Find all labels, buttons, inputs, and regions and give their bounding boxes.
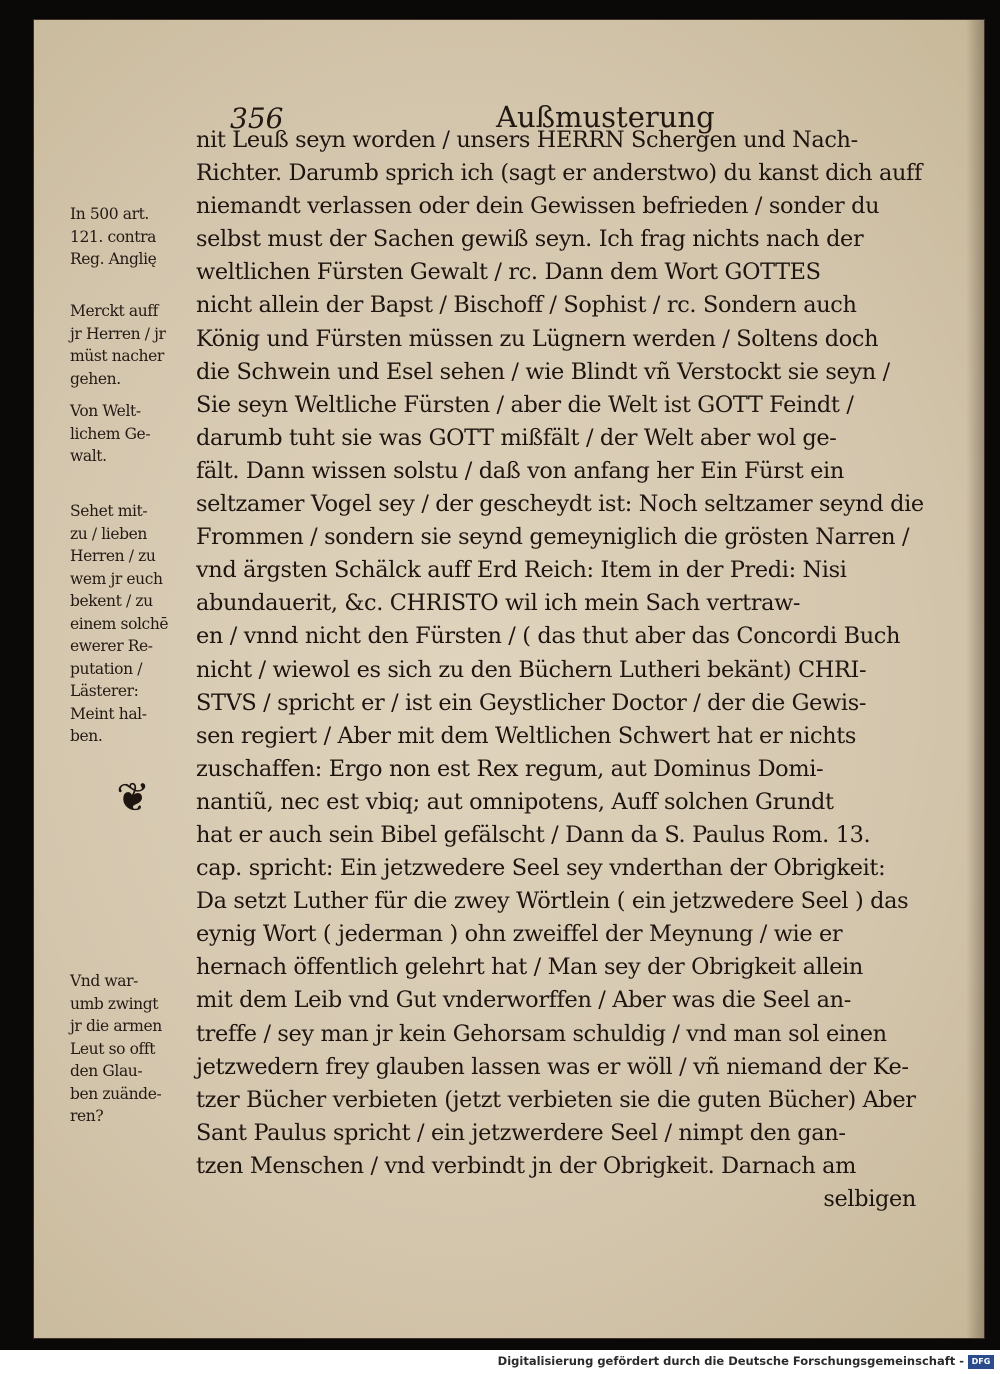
text-line: Da setzt Luther für die zwey Wörtlein ( ein jetzwedere Seel ) das: [196, 888, 909, 915]
margin-note-line: Herren / zu: [70, 547, 156, 565]
footer-bar: [0, 1350, 1000, 1374]
text-line: tzer Bücher verbieten (jetzt verbieten sie die guten Bücher) Aber: [196, 1086, 916, 1113]
margin-note: [70, 300, 198, 390]
margin-note-line: ewerer Re-: [70, 637, 153, 655]
margin-note-line: Lästerer:: [70, 682, 139, 700]
text-line: en / vnnd nicht den Fürsten / ( das thut aber das Concordi Buch: [196, 623, 901, 650]
text-line: fält. Dann wissen solstu / daß von anfang her Ein Fürst ein: [196, 457, 844, 484]
text-line: die Schwein und Esel sehen / wie Blindt vñ Verstockt sie seyn /: [196, 358, 890, 385]
dfg-logo: DFG: [968, 1355, 994, 1369]
margin-note-line: bekent / zu: [70, 592, 153, 610]
margin-note-line: ben.: [70, 727, 103, 745]
margin-note-line: ren?: [70, 1107, 104, 1125]
margin-note-line: gehen.: [70, 369, 121, 388]
text-line: Frommen / sondern sie seynd gemeyniglich die grösten Narren /: [196, 524, 910, 551]
text-line: hat er auch sein Bibel gefälscht / Dann da S. Paulus Rom. 13.: [196, 821, 871, 848]
text-line: tzen Menschen / vnd verbindt jn der Obrigkeit. Darnach am: [196, 1152, 857, 1179]
text-line: vnd ärgsten Schälck auff Erd Reich: Item in der Predi: Nisi: [196, 557, 847, 584]
text-line: Richter. Darumb sprich ich (sagt er anderstwo) du kanst dich auff: [196, 160, 922, 187]
margin-note-line: Sehet mit-: [70, 502, 148, 520]
main-text-block: [196, 124, 936, 1216]
catchword: selbigen: [823, 1186, 916, 1212]
page-edge-shadow: [966, 20, 984, 1338]
margin-note-line: Leut so offt: [70, 1039, 156, 1058]
text-line: weltlichen Fürsten Gewalt / rc. Dann dem Wort GOTTES: [196, 259, 821, 286]
text-line: nicht allein der Bapst / Bischoff / Sophist / rc. Sondern auch: [196, 292, 857, 319]
margin-note-line: putation /: [70, 659, 143, 678]
text-line: König und Fürsten müssen zu Lügnern werden / Soltens doch: [196, 325, 879, 352]
page-number: 356: [230, 102, 284, 135]
text-line: Sant Paulus spricht / ein jetzwerdere Seel / nimpt den gan-: [196, 1119, 846, 1146]
margin-note-line: jr Herren / jr: [70, 324, 166, 343]
text-line: cap. spricht: Ein jetzwedere Seel sey vnderthan der Obrigkeit:: [196, 855, 886, 882]
text-line: nit Leuß seyn worden / unsers HERRN Schergen und Nach-: [196, 127, 858, 153]
text-line: eynig Wort ( jederman ) ohn zweiffel der Meynung / wie er: [196, 921, 843, 948]
margin-note: [70, 400, 198, 468]
margin-note-line: lichem Ge-: [70, 424, 151, 443]
margin-note-line: Meint hal-: [70, 704, 147, 723]
margin-note-line: Reg. Anglię: [70, 250, 157, 268]
margin-note-line: den Glau-: [70, 1062, 143, 1080]
text-line: nicht / wiewol es sich zu den Büchern Lutheri bekänt) CHRI-: [196, 656, 867, 683]
text-line: selbst must der Sachen gewiß seyn. Ich frag nichts nach der: [196, 226, 864, 253]
text-line: nantiũ, nec est vbiq; aut omnipotens, Auff solchen Grundt: [196, 788, 834, 815]
margin-note: [70, 500, 198, 748]
running-title: Außmusterung: [496, 100, 715, 134]
text-line: Sie seyn Weltliche Fürsten / aber die Welt ist GOTT Feindt /: [196, 391, 854, 418]
margin-note-line: 121. contra: [70, 227, 156, 246]
margin-note: [70, 203, 198, 271]
text-line: STVS / spricht er / ist ein Geystlicher Doctor / der die Gewis-: [196, 689, 867, 716]
margin-note-line: Vnd war-: [70, 972, 138, 990]
margin-note-line: walt.: [70, 447, 107, 465]
margin-note-line: In 500 art.: [70, 205, 149, 223]
text-line: hernach öffentlich gelehrt hat / Man sey der Obrigkeit allein: [196, 954, 863, 981]
text-line: niemandt verlassen oder dein Gewissen befrieden / sonder du: [196, 193, 880, 220]
fleuron-ornament-icon: ❦: [116, 775, 150, 821]
text-line: mit dem Leib vnd Gut vnderworffen / Aber was die Seel an-: [196, 987, 851, 1014]
text-line: zuschaffen: Ergo non est Rex regum, aut Dominus Domi-: [196, 755, 824, 782]
margin-note-line: einem solchē: [70, 614, 169, 633]
footer-credit: Digitalisierung gefördert durch die Deutsche Forschungsgemeinschaft -: [497, 1354, 964, 1368]
text-line: darumb tuht sie was GOTT mißfält / der Welt aber wol ge-: [196, 424, 837, 451]
margin-note-line: ben zuände-: [70, 1084, 162, 1103]
margin-note-line: Merckt auff: [70, 302, 158, 320]
text-line: sen regiert / Aber mit dem Weltlichen Schwert hat er nichts: [196, 722, 857, 749]
margin-note-line: müst nacher: [70, 347, 164, 365]
margin-note-line: wem jr euch: [70, 569, 163, 588]
margin-note-line: Von Welt-: [70, 402, 141, 420]
text-line: treffe / sey man jr kein Gehorsam schuldig / vnd man sol einen: [196, 1020, 887, 1047]
margin-note-line: umb zwingt: [70, 994, 159, 1013]
text-line: seltzamer Vogel sey / der gescheydt ist: Noch seltzamer seynd die: [196, 491, 924, 518]
margin-note: [70, 970, 198, 1128]
text-line: abundauerit, &c. CHRISTO wil ich mein Sach vertraw-: [196, 590, 801, 617]
margin-note-line: zu / lieben: [70, 524, 147, 543]
text-line: jetzwedern frey glauben lassen was er wöll / vñ niemand der Ke-: [196, 1053, 909, 1080]
margin-note-line: jr die armen: [70, 1017, 162, 1035]
